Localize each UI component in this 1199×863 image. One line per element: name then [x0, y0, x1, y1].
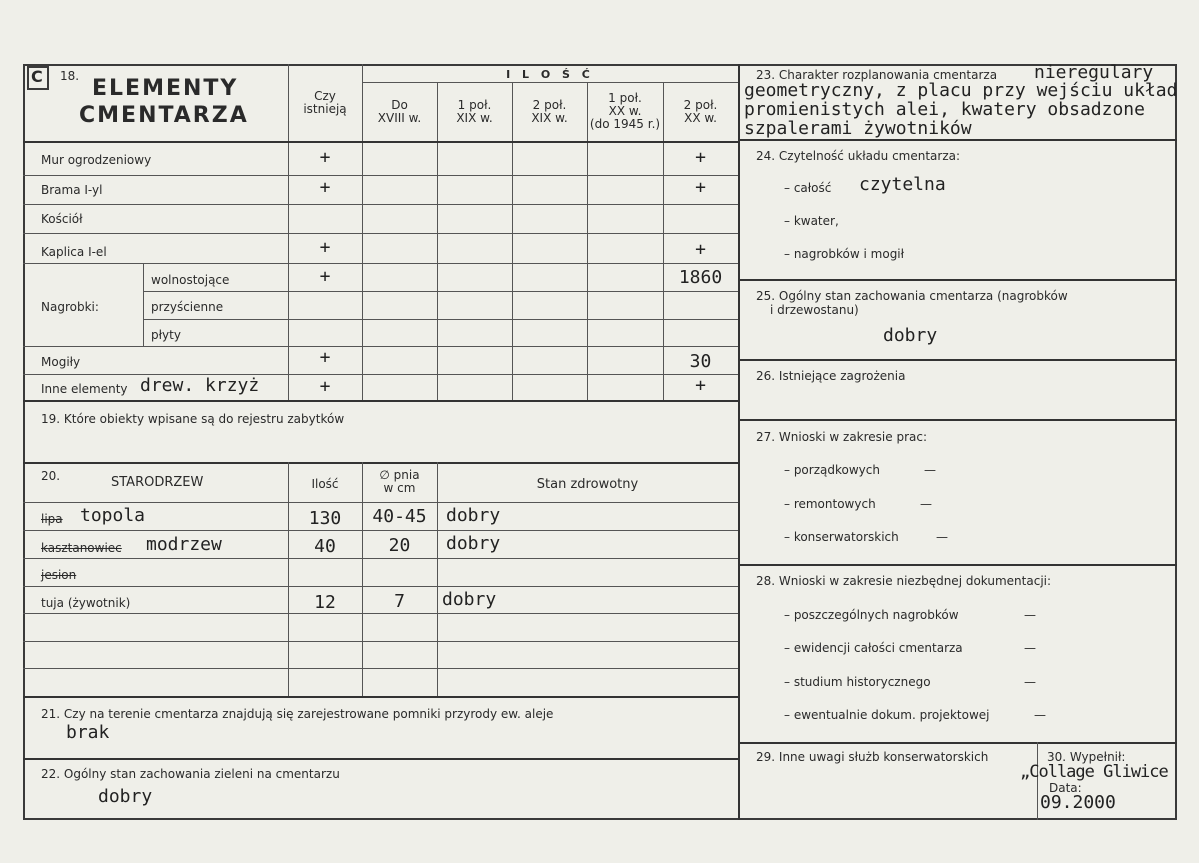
inne-czy: +: [319, 376, 331, 397]
brama-czy: +: [319, 177, 331, 198]
s27-bottom: [738, 564, 1177, 566]
s28-b-dash: —: [1024, 641, 1036, 655]
row-brama-label: Brama I-yl: [41, 183, 103, 197]
s30-data-label: Data:: [1049, 781, 1082, 795]
s21-label: 21. Czy na terenie cmentarza znajdują się zarejestrowane pomniki przyrody ew. aleje: [41, 707, 554, 721]
row-plyty-label: płyty: [151, 328, 181, 342]
row-line: [143, 291, 738, 292]
s20-row2-printed: kasztanowiec: [41, 541, 122, 555]
row-line: [23, 374, 738, 375]
s26-bottom: [738, 419, 1177, 421]
s19-bottom: [23, 462, 738, 464]
s20-row-line: [23, 586, 738, 587]
s23-label: 23. Charakter rozplanowania cmentarza: [756, 68, 998, 82]
row-line: [23, 346, 738, 347]
s18-header-bottom: [23, 141, 738, 143]
s21-bottom: [23, 758, 738, 760]
s18-title-2: CMENTARZA: [79, 103, 249, 128]
row-inne-handwritten: drew. krzyż: [140, 375, 260, 396]
ilosc-line: [362, 82, 738, 83]
s22-label: 22. Ogólny stan zachowania zieleni na cmentarzu: [41, 767, 340, 781]
mogily-czy: +: [319, 347, 331, 368]
s28-label: 28. Wnioski w zakresie niezbędnej dokumentacji:: [756, 574, 1052, 588]
row-line: [23, 263, 738, 264]
s20-col-line: [288, 462, 289, 696]
s20-col-pnia: ∅ pnia w cm: [379, 468, 420, 495]
s25-label-1: 25. Ogólny stan zachowania cmentarza (nagrobków: [756, 289, 1068, 303]
col-header-2-xix: 2 poł. XIX w.: [531, 98, 568, 125]
s20-row1-pnia: 40-45: [372, 506, 427, 527]
s20-number: 20.: [41, 469, 61, 483]
s20-row1-hand: topola: [80, 505, 146, 526]
row-line: [23, 204, 738, 205]
s20-header-line: [23, 502, 738, 503]
wolno-czy: +: [319, 266, 331, 287]
s28-a: – poszczególnych nagrobków: [784, 608, 959, 622]
s20-row-line: [23, 558, 738, 559]
kaplica-2xx: +: [695, 239, 706, 260]
s30-value: „Collage Gliwice: [1020, 762, 1168, 782]
s23-line2: geometryczny, z placu przy wejściu układ: [744, 80, 1178, 101]
s20-row4-stan: dobry: [442, 589, 497, 610]
s24-a: – całość: [784, 181, 832, 195]
s23-line4: szpalerami żywotników: [744, 118, 972, 139]
s28-a-dash: —: [1024, 608, 1036, 622]
row-kosciol-label: Kościół: [41, 212, 83, 226]
nagrobki-divider: [143, 263, 144, 346]
s20-row2-pnia: 20: [388, 535, 411, 556]
s25-value: dobry: [883, 325, 938, 346]
s27-b: – remontowych: [784, 497, 876, 511]
s18-bottom: [23, 400, 738, 402]
center-divider: [738, 64, 740, 820]
ilosc-header: I L O Ś Ć: [506, 68, 594, 81]
s20-row-line: [23, 641, 738, 642]
section-letter: C: [31, 67, 43, 86]
col-header-1-xix: 1 poł. XIX w.: [456, 98, 493, 125]
s18-title-1: ELEMENTY: [92, 76, 239, 101]
row-mogily-label: Mogiły: [41, 355, 81, 369]
s27-a-dash: —: [924, 463, 936, 477]
s20-row4-printed: tuja (żywotnik): [41, 596, 131, 610]
s27-c: – konserwatorskich: [784, 530, 899, 544]
s27-c-dash: —: [936, 530, 948, 544]
s19-label: 19. Które obiekty wpisane są do rejestru zabytków: [41, 412, 345, 426]
s24-b: – kwater,: [784, 214, 839, 228]
s27-a: – porządkowych: [784, 463, 880, 477]
s24-label: 24. Czytelność układu cmentarza:: [756, 149, 961, 163]
s24-a-value: czytelna: [859, 174, 946, 195]
kaplica-czy: +: [319, 237, 331, 258]
s25-bottom: [738, 359, 1177, 361]
row-przysc-label: przyścienne: [151, 300, 224, 314]
row-line: [23, 233, 738, 234]
mur-czy: +: [319, 147, 331, 168]
row-kaplica-label: Kaplica I-el: [41, 245, 107, 259]
s18-number: 18.: [60, 69, 80, 83]
s20-row1-printed: lipa: [41, 512, 63, 526]
col-header-2-xx: 2 poł. XX w.: [683, 98, 718, 125]
s24-c: – nagrobków i mogił: [784, 247, 905, 261]
s20-col-line: [362, 462, 363, 696]
s26-label: 26. Istniejące zagrożenia: [756, 369, 906, 383]
inne-2xx: +: [695, 375, 706, 396]
s28-d: – ewentualnie dokum. projektowej: [784, 708, 990, 722]
s20-row1-ilosc: 130: [308, 508, 342, 529]
s20-title: STARODRZEW: [111, 475, 204, 490]
s20-col-ilosc: Ilość: [311, 477, 339, 491]
row-line: [143, 319, 738, 320]
wolno-2xx: 1860: [678, 267, 723, 288]
s20-row-line: [23, 613, 738, 614]
row-wolno-label: wolnostojące: [151, 273, 230, 287]
s18-col-line: [437, 82, 438, 400]
row-nagrobki-label: Nagrobki:: [41, 300, 99, 314]
s28-b: – ewidencji całości cmentarza: [784, 641, 963, 655]
s20-row2-hand: modrzew: [146, 534, 222, 555]
s28-bottom: [738, 742, 1177, 744]
s20-row2-stan: dobry: [446, 533, 501, 554]
s22-value: dobry: [98, 786, 153, 807]
s20-row3-printed: jesion: [41, 568, 77, 582]
s27-b-dash: —: [920, 497, 932, 511]
s20-row2-ilosc: 40: [314, 536, 336, 557]
row-inne-label: Inne elementy: [41, 382, 128, 396]
s20-col-stan: Stan zdrowotny: [536, 477, 639, 492]
s24-bottom: [738, 279, 1177, 281]
row-mur-label: Mur ogrodzeniowy: [41, 153, 152, 167]
col-header-1-xx: 1 poł. XX w. (do 1945 r.): [589, 91, 661, 131]
s30-label: 30. Wypełnił:: [1047, 750, 1126, 764]
mogily-2xx: 30: [689, 351, 712, 372]
s28-c: – studium historycznego: [784, 675, 931, 689]
s20-row-line: [23, 668, 738, 669]
s27-label: 27. Wnioski w zakresie prac:: [756, 430, 928, 444]
s28-c-dash: —: [1024, 675, 1036, 689]
col-czy-header: Czy istnieją: [303, 89, 347, 116]
s20-col-line: [437, 462, 438, 696]
col-header-xviii: Do XVIII w.: [377, 98, 422, 125]
brama-2xx: +: [695, 177, 706, 198]
s23-line3: promienistych alei, kwatery obsadzone: [744, 99, 1145, 120]
mur-2xx: +: [695, 147, 706, 168]
s25-label-2: i drzewostanu): [770, 303, 859, 317]
s23-bottom: [738, 139, 1177, 141]
s20-row1-stan: dobry: [446, 505, 501, 526]
s28-d-dash: —: [1034, 708, 1046, 722]
s29-label: 29. Inne uwagi służb konserwatorskich: [756, 750, 989, 764]
s18-col-line: [512, 82, 513, 400]
s21-value: brak: [66, 722, 110, 743]
s23-line1: nieregulary: [1034, 62, 1154, 83]
s20-row-line: [23, 530, 738, 531]
s30-data-value: 09.2000: [1040, 792, 1116, 813]
s20-bottom: [23, 696, 738, 698]
s20-row4-ilosc: 12: [314, 592, 336, 613]
row-line: [23, 175, 738, 176]
s20-row4-pnia: 7: [394, 591, 405, 612]
